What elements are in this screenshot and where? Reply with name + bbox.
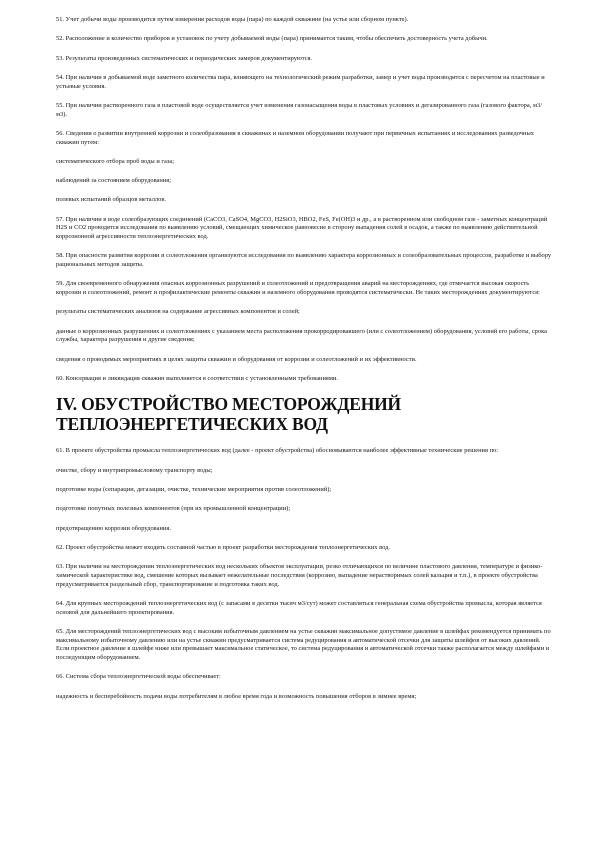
paragraph-61: 61. В проекте обустройства промысла теплоэнергетических вод (далее - проект обустройства) обосновываются наиболее эффективные технические решения по: [56,447,499,455]
paragraph-54: 54. При наличии в добываемой воде заметного количества пара, влияющего на технологический режим разработки, замер и учет воды производится с пересчетом на пластовые и устьевые условия. [56,73,545,90]
heading-line: ТЕПЛОЭНЕРГЕТИЧЕСКИХ ВОД [56,414,328,435]
list-item: данные о коррозионных разрушениях и солеотложениях с указанием места расположения прокорродировавшего (или с солеотложением) оборудования, условий его работы, срока службы, характера разрушения и другие сведения; [56,327,547,344]
heading-line: IV. ОБУСТРОЙСТВО МЕСТОРОЖДЕНИЙ [56,394,401,415]
paragraph-66: 66. Система сбора теплоэнергетической воды обеспечивает: [56,673,221,681]
list-item: очистке, сбору и внутрипромысловому транспорту воды; [56,466,213,474]
list-item: подготовке попутных полезных компонентов (при их промышленной концентрации); [56,505,291,513]
paragraph-60: 60. Консервация и ликвидация скважин выполняется в соответствии с установленными требованиями. [56,375,339,383]
paragraph-53: 53. Результаты произведенных систематических и периодических замеров документируются. [56,54,313,62]
section-heading [56,394,553,434]
paragraph-63: 63. При наличии на месторождении теплоэнергетических вод нескольких объектов эксплуатации, резко отличающихся по величине пластового давления, температуре и физико-химической характеристике вод, смешение которых вызывает нежелательные последствия (коррозию, выпадение нерастворимых солей кальция и т.п.), в проекте обустройства предусматривается раздельный сбор, транспортирование и подготовка таких вод. [56,563,543,588]
paragraph-64: 64. Для крупных месторождений теплоэнергетических вод (с запасами в десятки тысяч м3/сут) может составляться генеральная схема обустройства промысла, которая является основой для дальнейшего проектирования. [56,599,542,616]
paragraph-55: 55. При наличии растворенного газа в пластовой воде осуществляется учет изменения газонасыщения воды в пластовых условиях и дегазированного газа (газового фактора, м3/м3). [56,101,543,118]
paragraph-62: 62. Проект обустройства может входить составной частью в проект разработки месторождения теплоэнергетических вод. [56,543,391,551]
list-item: систематического отбора проб воды и газа; [56,157,175,165]
paragraph-52: 52. Расположение и количество приборов и установок по учету добываемой воды (пара) принимается таким, чтобы обеспечить достоверность учета добычи. [56,35,488,43]
list-item: предотвращению коррозии оборудования. [56,524,171,532]
paragraph-51: 51. Учет добычи воды производится путем измерения расходов воды (пара) по каждой скважине (на устье или сборном пункте). [56,16,409,23]
list-item: сведения о проводимых мероприятиях в целях защиты скважин и оборудования от коррозии и солеотложений и их эффективности. [56,355,417,363]
paragraph-58: 58. При опасности развития коррозии и солеотложения организуются исследования по выявлению характера коррозионных и солеобразовательных процессов, разработке и выбору рациональных методов защиты. [56,252,552,269]
list-item: подготовке воды (сепарации, дегазации, очистке, технические мероприятия против солеотложений); [56,485,332,493]
section-bottom [56,447,553,701]
paragraph-65: 65. Для месторождений теплоэнергетических вод с высоким избыточным давлением на устье скважин максимальное допустимое давление в шлейфах рекомендуется принимать по максимальному избыточному давлению или на устье скважин предусматривается система редуцирования и автоматической отсечки для защиты шлейфов от высоких давлений. Если проектное давление в шлейфе ниже или превышает максимальное статическое, то система редуцирования и автоматической отсечки также располагается между шлейфами и последующим оборудованием. [56,627,551,661]
section-top [56,16,553,384]
paragraph-59: 59. Для своевременного обнаружения опасных коррозионных разрушений и солеотложений и предотвращения аварий на месторождениях, где отмечается высокая скорость коррозии и солеотложений, ремонт и профилактические ремонты скважин и наземного оборудования проводятся систематически. Не таких месторождениях документируются: [56,280,540,297]
paragraph-56: 56. Сведения о развитии внутренней коррозии и солеобразования в скважинах и наземном оборудовании получают при первичных испытаниях и исследованиях разведочных скважин путем: [56,129,535,146]
list-item: надежность и бесперебойность подачи воды потребителям в любое время года и возможность повышения отборов в зимнее время; [56,692,417,700]
paragraph-57: 57. При наличии в воде солеобразующих соединений (CaCO3, CaSO4, MgCO3, H2SiO3, HBO2, FeS, Fe(OH)3 и др., а в растворенном или свободном газе - заметных концентраций H2S и CO2 проводятся исследования по выявлению условий, смещающих химическое равновесие в сторону выпадения солей в осадок, а также по выявлению действительной коррозионной агрессивности теплоэнергетических вод. [56,215,548,241]
list-item: полевых испытаний образцов металлов. [56,196,166,204]
list-item: наблюдений за состоянием оборудования; [56,177,172,185]
list-item: результаты систематических анализов на содержание агрессивных компонентов и солей; [56,308,300,316]
